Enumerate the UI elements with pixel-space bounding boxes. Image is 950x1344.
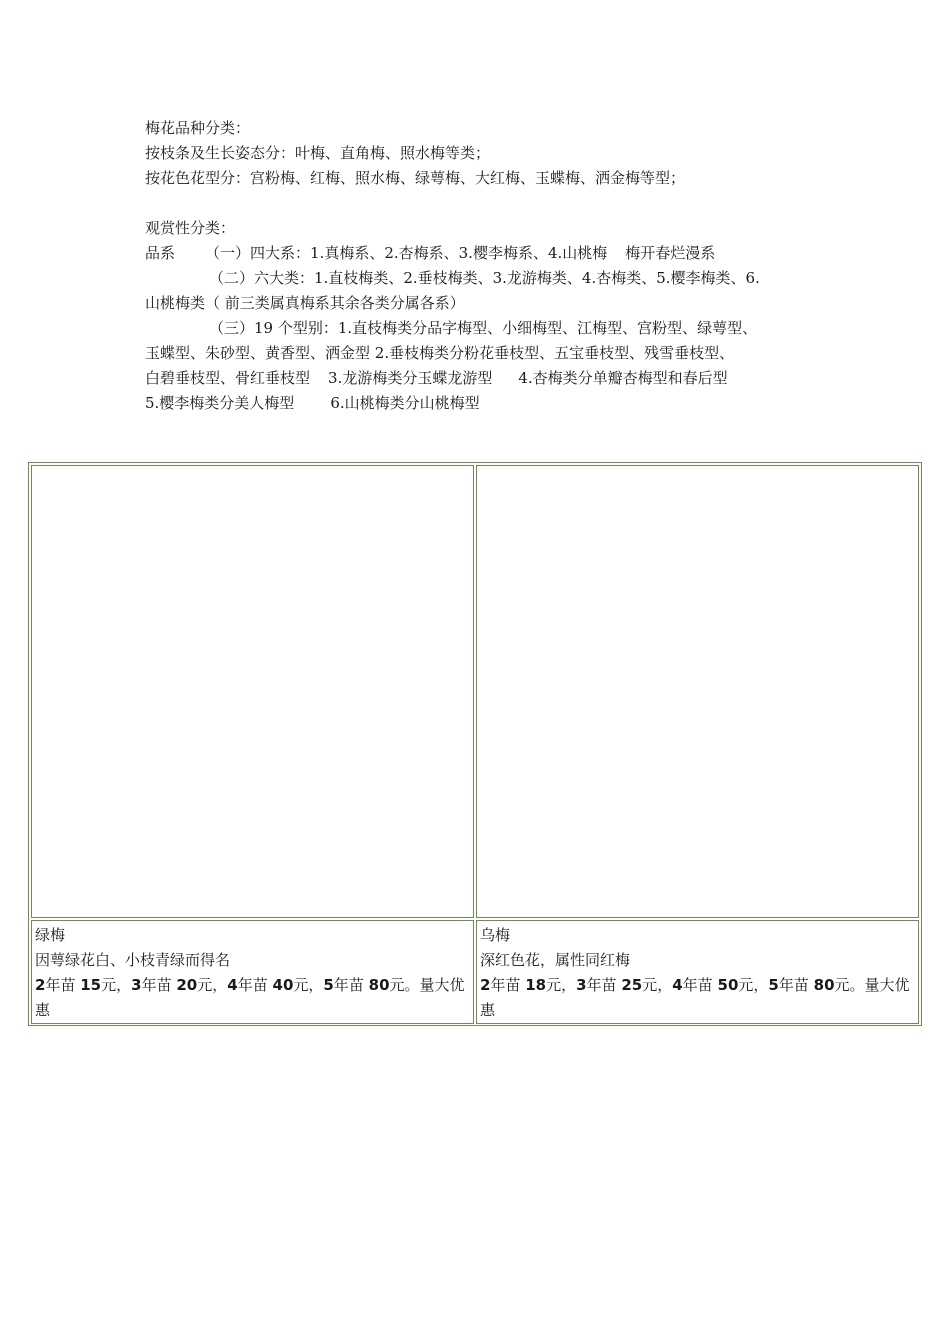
product-caption-dark-plum xyxy=(476,920,919,1024)
product-name: 乌梅 xyxy=(480,926,511,944)
product-caption-green-plum xyxy=(31,920,474,1024)
price-value: 20 xyxy=(176,976,198,994)
pinxi-label: 品系 xyxy=(145,244,176,262)
product-desc: 因萼绿花白、小枝青绿而得名 xyxy=(35,951,231,969)
product-image-green-plum xyxy=(31,465,474,918)
types-line-4 xyxy=(145,391,825,416)
price-age: 3 xyxy=(576,976,587,994)
six-classes-line-1 xyxy=(145,266,825,291)
price-age: 2 xyxy=(480,976,491,994)
product-name: 绿梅 xyxy=(35,926,66,944)
price-age: 4 xyxy=(672,976,683,994)
price-age: 5 xyxy=(768,976,779,994)
classification-text xyxy=(145,116,825,416)
types-c2: 3.龙游梅类分玉蝶龙游型 xyxy=(328,369,493,387)
types-d2: 6.山桃梅类分山桃梅型 xyxy=(330,394,480,412)
four-systems-tail: 梅开春烂漫系 xyxy=(625,244,716,262)
types-line-3 xyxy=(145,366,825,391)
price-value: 80 xyxy=(813,976,835,994)
price-age: 5 xyxy=(323,976,334,994)
four-systems-line xyxy=(145,241,825,266)
price-value: 40 xyxy=(272,976,294,994)
price-age: 2 xyxy=(35,976,46,994)
spacer xyxy=(145,191,825,216)
heading-ornamental: 观赏性分类： xyxy=(145,219,236,237)
price-age: 4 xyxy=(227,976,238,994)
price-value: 50 xyxy=(717,976,739,994)
price-value: 80 xyxy=(368,976,390,994)
price-value: 15 xyxy=(80,976,102,994)
price-age: 3 xyxy=(131,976,142,994)
types-line-2: 玉蝶型、朱砂型、黄香型、洒金型 2.垂枝梅类分粉花垂枝型、五宝垂枝型、残雪垂枝型、 xyxy=(145,344,735,362)
product-desc: 深红色花，属性同红梅 xyxy=(480,951,631,969)
types-line-1 xyxy=(145,316,825,341)
price-value: 25 xyxy=(621,976,643,994)
heading-varieties: 梅花品种分类： xyxy=(145,119,251,137)
product-table xyxy=(28,462,922,1026)
product-prices: 2年苗 18元，3年苗 25元，4年苗 50元，5年苗 80元。量大优惠 xyxy=(480,976,910,1019)
types-a: （三）19 个型别：1.直枝梅类分品字梅型、小细梅型、江梅型、宫粉型、绿萼型、 xyxy=(209,319,758,337)
types-c1: 白碧垂枝型、骨红垂枝型 xyxy=(145,369,311,387)
types-d1: 5.樱李梅类分美人梅型 xyxy=(145,394,295,412)
product-prices: 2年苗 15元，3年苗 20元，4年苗 40元，5年苗 80元。量大优惠 xyxy=(35,976,465,1019)
six-classes-a: （二）六大类：1.直枝梅类、2.垂枝梅类、3.龙游梅类、4.杏梅类、5.樱李梅类、6. xyxy=(209,269,760,287)
four-systems: （一）四大系：1.真梅系、2.杏梅系、3.樱李梅系、4.山桃梅 xyxy=(205,244,608,262)
flower-classification: 按花色花型分：宫粉梅、红梅、照水梅、绿萼梅、大红梅、玉蝶梅、洒金梅等型； xyxy=(145,169,686,187)
types-c3: 4.杏梅类分单瓣杏梅型和春后型 xyxy=(518,369,728,387)
product-image-dark-plum xyxy=(476,465,919,918)
price-value: 18 xyxy=(525,976,547,994)
six-classes-line-2: 山桃梅类（ 前三类属真梅系其余各类分属各系） xyxy=(145,294,465,312)
branch-classification: 按枝条及生长姿态分：叶梅、直角梅、照水梅等类； xyxy=(145,144,491,162)
